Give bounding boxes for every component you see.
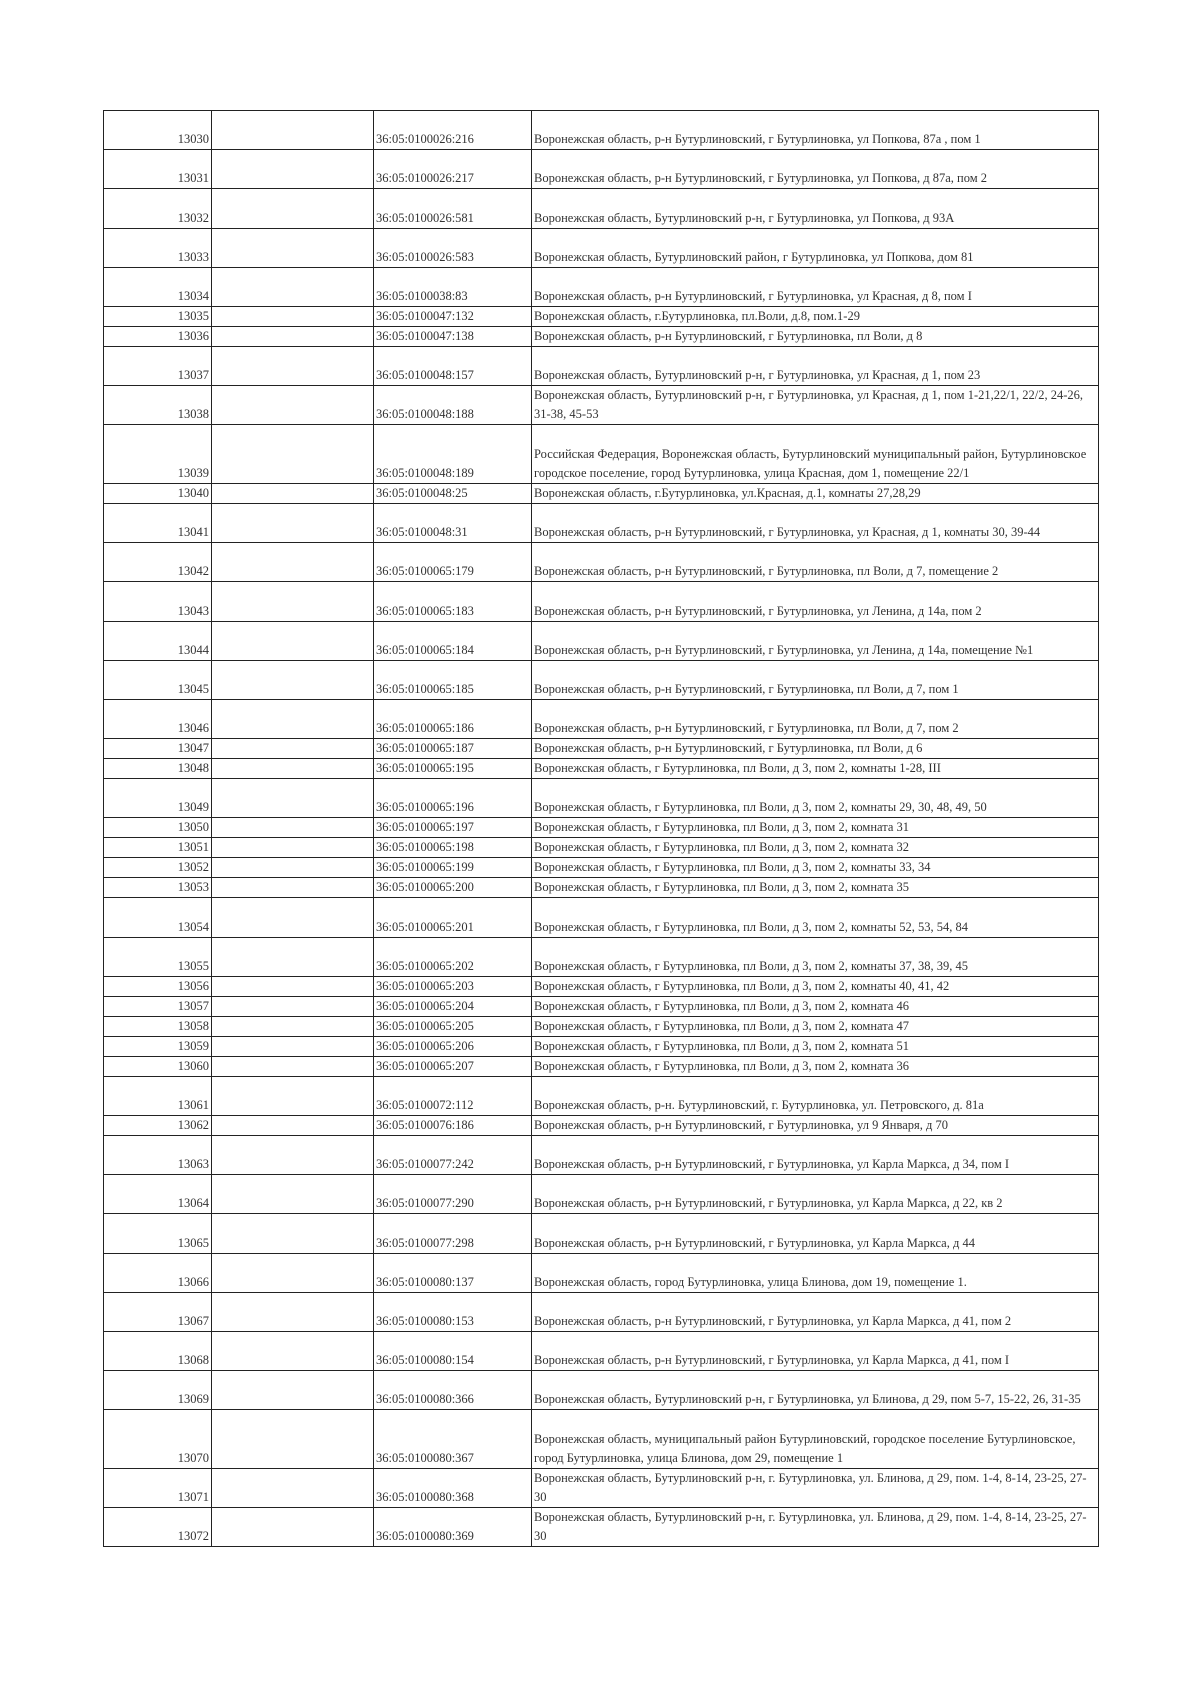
table-row: [104, 878, 1099, 898]
table-row: [104, 189, 1099, 228]
table-row: [104, 1253, 1099, 1292]
property-registry-table: [103, 110, 1099, 1547]
row-number-cell: 13053: [104, 878, 212, 898]
cadastral-number-cell: 36:05:0100065:206: [374, 1036, 532, 1056]
address-cell: Воронежская область, р-н Бутурлиновский, г Бутурлиновка, ул Карла Маркса, д 41, пом 2: [532, 1292, 1099, 1331]
row-number-cell: 13048: [104, 759, 212, 779]
cadastral-number-cell: 36:05:0100080:369: [374, 1508, 532, 1547]
row-number-cell: 13040: [104, 484, 212, 504]
cadastral-number-cell: 36:05:0100065:196: [374, 779, 532, 818]
row-number-cell: 13037: [104, 346, 212, 385]
table-row: [104, 504, 1099, 543]
row-number-cell: 13072: [104, 1508, 212, 1547]
cadastral-number-cell: 36:05:0100026:216: [374, 111, 532, 150]
empty-cell: [212, 484, 374, 504]
row-number-cell: 13059: [104, 1036, 212, 1056]
address-cell: Воронежская область, город Бутурлиновка, улица Блинова, дом 19, помещение 1.: [532, 1253, 1099, 1292]
row-number-cell: 13055: [104, 937, 212, 976]
address-cell: Воронежская область, г Бутурлиновка, пл Воли, д 3, пом 2, комнаты 1-28, III: [532, 759, 1099, 779]
row-number-cell: 13043: [104, 582, 212, 621]
address-cell: Воронежская область, Бутурлиновский р-н, г Бутурлиновка, ул Блинова, д 29, пом 5-7, 15-22, 26, 31-35: [532, 1371, 1099, 1410]
empty-cell: [212, 1371, 374, 1410]
table-row: [104, 1331, 1099, 1370]
address-cell: Воронежская область, р-н Бутурлиновский, г Бутурлиновка, ул Карла Маркса, д 41, пом I: [532, 1331, 1099, 1370]
cadastral-number-cell: 36:05:0100048:189: [374, 425, 532, 484]
cadastral-number-cell: 36:05:0100065:198: [374, 838, 532, 858]
address-cell: Воронежская область, р-н Бутурлиновский, г Бутурлиновка, ул Карла Маркса, д 22, кв 2: [532, 1175, 1099, 1214]
address-cell: Воронежская область, г Бутурлиновка, пл Воли, д 3, пом 2, комнаты 52, 53, 54, 84: [532, 898, 1099, 937]
row-number-cell: 13054: [104, 898, 212, 937]
cadastral-number-cell: 36:05:0100076:186: [374, 1115, 532, 1135]
address-cell: Воронежская область, р-н Бутурлиновский, г Бутурлиновка, ул Карла Маркса, д 44: [532, 1214, 1099, 1253]
row-number-cell: 13070: [104, 1410, 212, 1469]
empty-cell: [212, 267, 374, 306]
row-number-cell: 13033: [104, 228, 212, 267]
table-row: [104, 976, 1099, 996]
address-cell: Воронежская область, Бутурлиновский р-н, г. Бутурлиновка, ул. Блинова, д 29, пом. 1-4, 8-14, 23-25, 27-30: [532, 1469, 1099, 1508]
cadastral-number-cell: 36:05:0100065:201: [374, 898, 532, 937]
address-cell: Воронежская область, г Бутурлиновка, пл Воли, д 3, пом 2, комната 36: [532, 1056, 1099, 1076]
cadastral-number-cell: 36:05:0100048:157: [374, 346, 532, 385]
table-row: [104, 759, 1099, 779]
address-cell: Воронежская область, г Бутурлиновка, пл Воли, д 3, пом 2, комната 46: [532, 996, 1099, 1016]
empty-cell: [212, 1076, 374, 1115]
table-row: [104, 818, 1099, 838]
address-cell: Воронежская область, Бутурлиновский район, г Бутурлиновка, ул Попкова, дом 81: [532, 228, 1099, 267]
table-row: [104, 1036, 1099, 1056]
empty-cell: [212, 1410, 374, 1469]
address-cell: Воронежская область, г Бутурлиновка, пл Воли, д 3, пом 2, комнаты 37, 38, 39, 45: [532, 937, 1099, 976]
table-row: [104, 543, 1099, 582]
empty-cell: [212, 1214, 374, 1253]
cadastral-number-cell: 36:05:0100026:217: [374, 150, 532, 189]
row-number-cell: 13031: [104, 150, 212, 189]
cadastral-number-cell: 36:05:0100080:367: [374, 1410, 532, 1469]
row-number-cell: 13052: [104, 858, 212, 878]
address-cell: Воронежская область, Бутурлиновский р-н, г. Бутурлиновка, ул. Блинова, д 29, пом. 1-4, 8-14, 23-25, 27-30: [532, 1508, 1099, 1547]
empty-cell: [212, 996, 374, 1016]
table-row: [104, 838, 1099, 858]
empty-cell: [212, 1175, 374, 1214]
cadastral-number-cell: 36:05:0100065:184: [374, 621, 532, 660]
empty-cell: [212, 838, 374, 858]
empty-cell: [212, 700, 374, 739]
empty-cell: [212, 898, 374, 937]
table-row: [104, 228, 1099, 267]
row-number-cell: 13047: [104, 739, 212, 759]
row-number-cell: 13068: [104, 1331, 212, 1370]
row-number-cell: 13061: [104, 1076, 212, 1115]
cadastral-number-cell: 36:05:0100038:83: [374, 267, 532, 306]
address-cell: Воронежская область, г Бутурлиновка, пл Воли, д 3, пом 2, комната 31: [532, 818, 1099, 838]
address-cell: Воронежская область, г Бутурлиновка, пл Воли, д 3, пом 2, комната 35: [532, 878, 1099, 898]
address-cell: Воронежская область, Бутурлиновский р-н, г Бутурлиновка, ул Попкова, д 93А: [532, 189, 1099, 228]
row-number-cell: 13071: [104, 1469, 212, 1508]
row-number-cell: 13063: [104, 1135, 212, 1174]
address-cell: Воронежская область, р-н Бутурлиновский, г Бутурлиновка, ул Попкова, д 87а, пом 2: [532, 150, 1099, 189]
table-row: [104, 1292, 1099, 1331]
cadastral-number-cell: 36:05:0100065:197: [374, 818, 532, 838]
empty-cell: [212, 1508, 374, 1547]
row-number-cell: 13051: [104, 838, 212, 858]
address-cell: Воронежская область, г.Бутурлиновка, ул.Красная, д.1, комнаты 27,28,29: [532, 484, 1099, 504]
cadastral-number-cell: 36:05:0100065:195: [374, 759, 532, 779]
table-row: [104, 700, 1099, 739]
cadastral-number-cell: 36:05:0100065:202: [374, 937, 532, 976]
address-cell: Воронежская область, р-н Бутурлиновский, г Бутурлиновка, пл Воли, д 7, помещение 2: [532, 543, 1099, 582]
empty-cell: [212, 189, 374, 228]
cadastral-number-cell: 36:05:0100065:204: [374, 996, 532, 1016]
empty-cell: [212, 1292, 374, 1331]
address-cell: Воронежская область, г Бутурлиновка, пл Воли, д 3, пом 2, комнаты 29, 30, 48, 49, 50: [532, 779, 1099, 818]
registry-table-body: [104, 111, 1099, 1547]
table-row: [104, 1175, 1099, 1214]
table-row: [104, 1410, 1099, 1469]
address-cell: Воронежская область, р-н Бутурлиновский, г Бутурлиновка, ул 9 Января, д 70: [532, 1115, 1099, 1135]
table-row: [104, 267, 1099, 306]
cadastral-number-cell: 36:05:0100048:25: [374, 484, 532, 504]
empty-cell: [212, 504, 374, 543]
table-row: [104, 582, 1099, 621]
address-cell: Воронежская область, г Бутурлиновка, пл Воли, д 3, пом 2, комнаты 33, 34: [532, 858, 1099, 878]
cadastral-number-cell: 36:05:0100077:290: [374, 1175, 532, 1214]
empty-cell: [212, 582, 374, 621]
table-row: [104, 739, 1099, 759]
address-cell: Воронежская область, р-н Бутурлиновский, г Бутурлиновка, ул Ленина, д 14а, пом 2: [532, 582, 1099, 621]
cadastral-number-cell: 36:05:0100048:188: [374, 386, 532, 425]
empty-cell: [212, 150, 374, 189]
table-row: [104, 111, 1099, 150]
empty-cell: [212, 976, 374, 996]
empty-cell: [212, 660, 374, 699]
empty-cell: [212, 1016, 374, 1036]
cadastral-number-cell: 36:05:0100065:207: [374, 1056, 532, 1076]
row-number-cell: 13034: [104, 267, 212, 306]
address-cell: Российская Федерация, Воронежская область, Бутурлиновский муниципальный район, Бутурлиновское городское поселение, город Бутурлиновка, улица Красная, дом 1, помещение 22/1: [532, 425, 1099, 484]
row-number-cell: 13032: [104, 189, 212, 228]
empty-cell: [212, 425, 374, 484]
table-row: [104, 779, 1099, 818]
cadastral-number-cell: 36:05:0100047:132: [374, 306, 532, 326]
address-cell: Воронежская область, р-н Бутурлиновский, г Бутурлиновка, ул Красная, д 8, пом I: [532, 267, 1099, 306]
row-number-cell: 13065: [104, 1214, 212, 1253]
empty-cell: [212, 1115, 374, 1135]
address-cell: Воронежская область, г Бутурлиновка, пл Воли, д 3, пом 2, комнаты 40, 41, 42: [532, 976, 1099, 996]
cadastral-number-cell: 36:05:0100065:179: [374, 543, 532, 582]
empty-cell: [212, 386, 374, 425]
row-number-cell: 13060: [104, 1056, 212, 1076]
cadastral-number-cell: 36:05:0100072:112: [374, 1076, 532, 1115]
row-number-cell: 13038: [104, 386, 212, 425]
empty-cell: [212, 1331, 374, 1370]
row-number-cell: 13030: [104, 111, 212, 150]
row-number-cell: 13058: [104, 1016, 212, 1036]
table-row: [104, 1508, 1099, 1547]
cadastral-number-cell: 36:05:0100080:368: [374, 1469, 532, 1508]
table-row: [104, 858, 1099, 878]
address-cell: Воронежская область, муниципальный район Бутурлиновский, городское поселение Бутурлиновское, город Бутурлиновка, улица Блинова, дом 29, помещение 1: [532, 1410, 1099, 1469]
cadastral-number-cell: 36:05:0100065:187: [374, 739, 532, 759]
row-number-cell: 13067: [104, 1292, 212, 1331]
empty-cell: [212, 1135, 374, 1174]
cadastral-number-cell: 36:05:0100065:203: [374, 976, 532, 996]
table-row: [104, 1214, 1099, 1253]
cadastral-number-cell: 36:05:0100026:581: [374, 189, 532, 228]
table-row: [104, 1076, 1099, 1115]
cadastral-number-cell: 36:05:0100047:138: [374, 326, 532, 346]
row-number-cell: 13042: [104, 543, 212, 582]
empty-cell: [212, 228, 374, 267]
cadastral-number-cell: 36:05:0100080:154: [374, 1331, 532, 1370]
address-cell: Воронежская область, р-н Бутурлиновский, г Бутурлиновка, пл Воли, д 7, пом 2: [532, 700, 1099, 739]
address-cell: Воронежская область, р-н Бутурлиновский, г Бутурлиновка, пл Воли, д 6: [532, 739, 1099, 759]
table-row: [104, 660, 1099, 699]
table-row: [104, 386, 1099, 425]
address-cell: Воронежская область, Бутурлиновский р-н, г Бутурлиновка, ул Красная, д 1, пом 23: [532, 346, 1099, 385]
row-number-cell: 13062: [104, 1115, 212, 1135]
empty-cell: [212, 878, 374, 898]
empty-cell: [212, 111, 374, 150]
address-cell: Воронежская область, р-н Бутурлиновский, г Бутурлиновка, пл Воли, д 8: [532, 326, 1099, 346]
table-row: [104, 484, 1099, 504]
table-row: [104, 898, 1099, 937]
table-row: [104, 1469, 1099, 1508]
cadastral-number-cell: 36:05:0100065:183: [374, 582, 532, 621]
address-cell: Воронежская область, г Бутурлиновка, пл Воли, д 3, пом 2, комната 51: [532, 1036, 1099, 1056]
address-cell: Воронежская область, г Бутурлиновка, пл Воли, д 3, пом 2, комната 47: [532, 1016, 1099, 1036]
row-number-cell: 13036: [104, 326, 212, 346]
cadastral-number-cell: 36:05:0100080:137: [374, 1253, 532, 1292]
cadastral-number-cell: 36:05:0100065:205: [374, 1016, 532, 1036]
address-cell: Воронежская область, Бутурлиновский р-н, г Бутурлиновка, ул Красная, д 1, пом 1-21,22/1, 22/2, 24-26, 31-38, 45-53: [532, 386, 1099, 425]
row-number-cell: 13045: [104, 660, 212, 699]
table-row: [104, 621, 1099, 660]
cadastral-number-cell: 36:05:0100048:31: [374, 504, 532, 543]
row-number-cell: 13056: [104, 976, 212, 996]
empty-cell: [212, 858, 374, 878]
row-number-cell: 13041: [104, 504, 212, 543]
cadastral-number-cell: 36:05:0100065:186: [374, 700, 532, 739]
table-row: [104, 937, 1099, 976]
cadastral-number-cell: 36:05:0100065:199: [374, 858, 532, 878]
empty-cell: [212, 1036, 374, 1056]
row-number-cell: 13050: [104, 818, 212, 838]
cadastral-number-cell: 36:05:0100077:298: [374, 1214, 532, 1253]
table-row: [104, 1016, 1099, 1036]
cadastral-number-cell: 36:05:0100080:366: [374, 1371, 532, 1410]
address-cell: Воронежская область, г.Бутурлиновка, пл.Воли, д.8, пом.1-29: [532, 306, 1099, 326]
row-number-cell: 13046: [104, 700, 212, 739]
address-cell: Воронежская область, р-н Бутурлиновский, г Бутурлиновка, ул Попкова, 87а , пом 1: [532, 111, 1099, 150]
empty-cell: [212, 779, 374, 818]
address-cell: Воронежская область, р-н Бутурлиновский, г Бутурлиновка, ул Карла Маркса, д 34, пом I: [532, 1135, 1099, 1174]
table-row: [104, 306, 1099, 326]
empty-cell: [212, 1253, 374, 1292]
cadastral-number-cell: 36:05:0100065:185: [374, 660, 532, 699]
empty-cell: [212, 1056, 374, 1076]
address-cell: Воронежская область, р-н. Бутурлиновский, г. Бутурлиновка, ул. Петровского, д. 81а: [532, 1076, 1099, 1115]
row-number-cell: 13066: [104, 1253, 212, 1292]
row-number-cell: 13064: [104, 1175, 212, 1214]
address-cell: Воронежская область, р-н Бутурлиновский, г Бутурлиновка, пл Воли, д 7, пом 1: [532, 660, 1099, 699]
empty-cell: [212, 759, 374, 779]
cadastral-number-cell: 36:05:0100065:200: [374, 878, 532, 898]
empty-cell: [212, 1469, 374, 1508]
empty-cell: [212, 306, 374, 326]
row-number-cell: 13039: [104, 425, 212, 484]
table-row: [104, 1135, 1099, 1174]
empty-cell: [212, 739, 374, 759]
table-row: [104, 346, 1099, 385]
table-row: [104, 1115, 1099, 1135]
cadastral-number-cell: 36:05:0100077:242: [374, 1135, 532, 1174]
table-row: [104, 1371, 1099, 1410]
address-cell: Воронежская область, р-н Бутурлиновский, г Бутурлиновка, ул Красная, д 1, комнаты 30, 39-44: [532, 504, 1099, 543]
row-number-cell: 13069: [104, 1371, 212, 1410]
table-row: [104, 326, 1099, 346]
table-row: [104, 425, 1099, 484]
row-number-cell: 13057: [104, 996, 212, 1016]
row-number-cell: 13035: [104, 306, 212, 326]
cadastral-number-cell: 36:05:0100026:583: [374, 228, 532, 267]
address-cell: Воронежская область, р-н Бутурлиновский, г Бутурлиновка, ул Ленина, д 14а, помещение №1: [532, 621, 1099, 660]
row-number-cell: 13044: [104, 621, 212, 660]
row-number-cell: 13049: [104, 779, 212, 818]
empty-cell: [212, 621, 374, 660]
empty-cell: [212, 346, 374, 385]
table-row: [104, 1056, 1099, 1076]
table-row: [104, 996, 1099, 1016]
address-cell: Воронежская область, г Бутурлиновка, пл Воли, д 3, пом 2, комната 32: [532, 838, 1099, 858]
table-row: [104, 150, 1099, 189]
empty-cell: [212, 937, 374, 976]
empty-cell: [212, 818, 374, 838]
empty-cell: [212, 543, 374, 582]
cadastral-number-cell: 36:05:0100080:153: [374, 1292, 532, 1331]
empty-cell: [212, 326, 374, 346]
